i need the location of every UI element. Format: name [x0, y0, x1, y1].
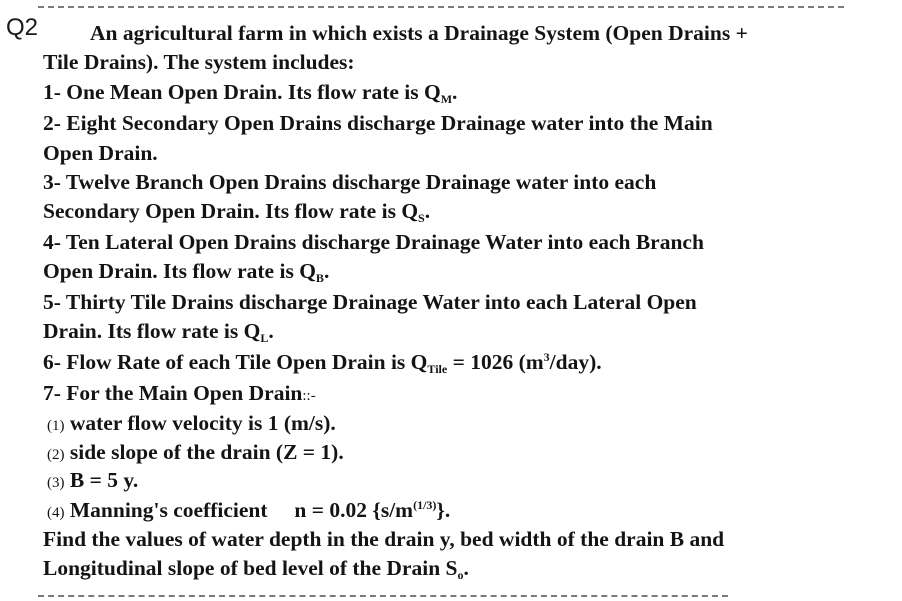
item-6-subscript: Tile: [427, 362, 448, 376]
item-6-mid: = 1026 (m: [447, 350, 544, 374]
item-1-subscript: M: [440, 92, 453, 106]
find-text-1: Find the values of water depth in the drain y, bed width of the drain B and: [43, 527, 725, 551]
item-6-superscript: 3: [543, 350, 550, 364]
sub-item-4-end: }.: [436, 498, 451, 522]
item-1: [43, 79, 457, 105]
item-4-subscript: B: [315, 271, 324, 285]
item-5-text-1: 5- Thirty Tile Drains discharge Drainage Water into each Lateral Open: [43, 290, 697, 314]
top-dashed-rule: [38, 6, 844, 8]
item-4-line-1: [43, 229, 704, 255]
intro-text-2: Tile Drains). The system includes:: [43, 50, 355, 74]
sub-item-3: [47, 467, 138, 496]
item-5-text-2: Drain. Its flow rate is Q: [43, 319, 261, 343]
sub-item-2-number: (2): [47, 447, 65, 463]
sub-item-2: [47, 439, 344, 468]
item-2-text-2: Open Drain.: [43, 141, 158, 165]
item-4-end: .: [323, 259, 330, 283]
item-2-line-2: [43, 140, 158, 166]
question-label: Q2: [6, 14, 39, 41]
item-3-text-1: 3- Twelve Branch Open Drains discharge Drainage water into each: [43, 170, 657, 194]
item-7-heading: [43, 380, 316, 409]
item-3-text-2: Secondary Open Drain. Its flow rate is Q: [43, 199, 419, 223]
sub-item-4-number: (4): [47, 505, 65, 521]
item-3-end: .: [424, 199, 431, 223]
item-5-line-1: [43, 289, 697, 315]
item-2-line-1: [43, 110, 713, 136]
find-line-1: [43, 526, 724, 552]
sub-item-1-number: (1): [47, 418, 65, 434]
find-line-2: [43, 555, 469, 581]
intro-line-2: [43, 49, 355, 75]
item-3-subscript: S: [418, 211, 425, 225]
sub-item-2-text: side slope of the drain (Z = 1).: [69, 440, 344, 464]
sub-item-4-superscript: (1/3): [413, 498, 437, 512]
item-5-line-2: [43, 318, 274, 344]
item-2-text-1: 2- Eight Secondary Open Drains discharge Drainage water into the Main: [43, 111, 713, 135]
bottom-dashed-rule: [38, 595, 728, 597]
item-5-subscript: L: [260, 331, 269, 345]
item-7-heading-text: 7- For the Main Open Drain: [43, 381, 303, 405]
item-6: [43, 349, 602, 375]
item-6-text: 6- Flow Rate of each Tile Open Drain is Q: [43, 350, 428, 374]
item-7-heading-end: ::-: [302, 388, 316, 404]
sub-item-3-number: (3): [47, 475, 65, 491]
find-subscript: o: [457, 568, 464, 582]
intro-line-1: [90, 20, 748, 46]
sub-item-4-text: Manning's coefficient n = 0.02 {s/m: [69, 498, 414, 522]
sub-item-1-text: water flow velocity is 1 (m/s).: [69, 411, 336, 435]
sub-item-1: [47, 410, 336, 439]
item-1-end: .: [452, 80, 458, 104]
sub-item-4: [47, 497, 450, 526]
intro-text-1: An agricultural farm in which exists a Drainage System (Open Drains +: [90, 21, 748, 45]
item-1-text: 1- One Mean Open Drain. Its flow rate is Q: [43, 80, 441, 104]
item-4-line-2: [43, 258, 329, 284]
sub-item-3-text: B = 5 y.: [69, 468, 139, 492]
item-6-end: /day).: [549, 350, 602, 374]
item-4-text-2: Open Drain. Its flow rate is Q: [43, 259, 316, 283]
item-4-text-1: 4- Ten Lateral Open Drains discharge Drainage Water into each Branch: [43, 230, 704, 254]
find-end: .: [463, 556, 469, 580]
find-text-2: Longitudinal slope of bed level of the Drain S: [43, 556, 458, 580]
item-3-line-1: [43, 169, 656, 195]
item-3-line-2: [43, 198, 430, 224]
item-5-end: .: [268, 319, 274, 343]
